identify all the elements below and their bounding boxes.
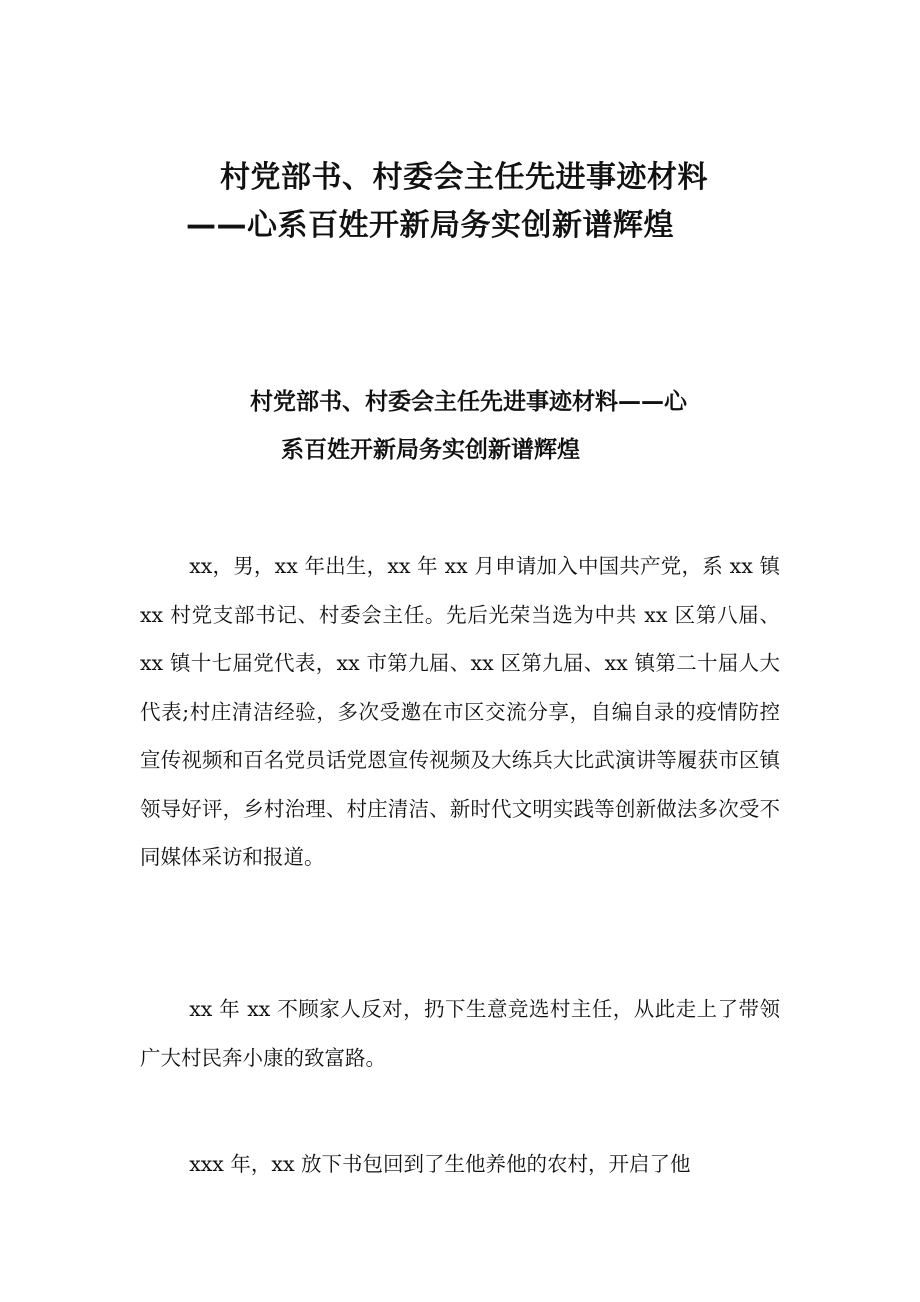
subtitle-line-1: 村党部书、村委会主任先进事迹材料——心 [250,389,687,415]
subtitle-line-2: 系百姓开新局务实创新谱辉煌 [281,437,580,463]
body-paragraph-2: xx 年 xx 不顾家人反对，扔下生意竞选村主任，从此走上了带领广大村民奔小康的致富路。 [140,997,780,1070]
title-line-1: 村党部书、村委会主任先进事迹材料 [220,160,708,195]
body-paragraph-1: xx，男，xx 年出生，xx 年 xx 月申请加入中国共产党，系 xx 镇 xx 村党支部书记、村委会主任。先后光荣当选为中共 xx 区第八届、xx 镇十七届党代表，xx 市第九届、xx 区第九届、xx 镇第二十届人大代表;村庄清洁经验，多次受邀在市区交流分享，自编自录的疫情防控宣传视频和百名党员话党恩宣传视频及大练兵大比武演讲等履获市区镇领导好评，乡村治理、村庄清洁、新时代文明实践等创新做法多次受不同媒体采访和报道。 [140,554,780,869]
title-line-2: ——心系百姓开新局务实创新谱辉煌 [186,208,674,243]
body-paragraph-3: xxx 年，xx 放下书包回到了生他养他的农村，开启了他 [189,1152,691,1176]
